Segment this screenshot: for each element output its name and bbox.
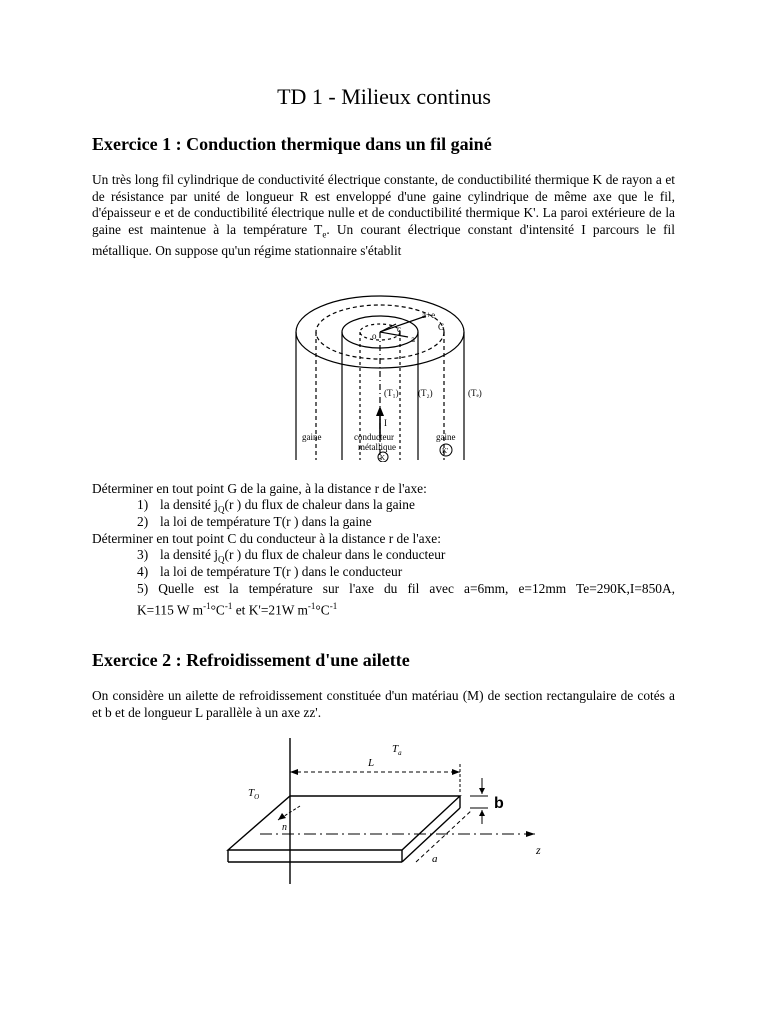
label-I: I — [384, 418, 387, 428]
q5-sup-4: -1 — [329, 601, 338, 611]
label-gaine-left: gaine — [302, 432, 322, 442]
question-1-text-b: (r ) du flux de chaleur dans la gaine — [224, 497, 415, 512]
intro-point-C: Déterminer en tout point C du conducteur à la distance r de l'axe: — [92, 531, 441, 546]
label-a: a — [411, 334, 415, 344]
label-a: a — [432, 853, 438, 865]
question-4: la loi de température T(r ) dans le conducteur — [160, 564, 403, 579]
wire-sheath-figure — [288, 290, 488, 462]
exercise-1-heading: Exercice 1 : Conduction thermique dans un fil gainé — [92, 134, 492, 154]
question-5-line-2 — [137, 598, 337, 619]
q5-sup-3: -1 — [307, 601, 316, 611]
q5-text-d: °C — [315, 602, 330, 618]
question-2-number: 2) — [137, 514, 149, 529]
page-title: TD 1 - Milieux continus — [277, 84, 491, 109]
question-2: la loi de température T(r ) dans la gaine — [160, 514, 372, 529]
question-5-line-1: 5) Quelle est la température sur l'axe du fil avec a=6mm, e=12mm Te=290K,I=850A, — [137, 581, 675, 596]
label-z: z — [536, 843, 541, 857]
label-G: G — [438, 322, 445, 332]
question-3-text-b: (r ) du flux de chaleur dans le conducteur — [224, 547, 446, 562]
label-L: L — [368, 757, 375, 769]
label-b: b — [494, 795, 504, 812]
label-Ta — [392, 743, 402, 757]
label-gaine-right: gaine — [436, 432, 456, 442]
label-c: c — [397, 324, 401, 334]
question-4-number: 4) — [137, 564, 149, 579]
label-T1: (T₁) — [384, 388, 399, 398]
label-n: n — [282, 822, 287, 833]
label-K-prime: K' — [442, 447, 449, 455]
question-3-text-a: la densité j — [160, 547, 219, 562]
fin-figure — [220, 734, 560, 884]
label-a-plus-e: a+e — [422, 310, 436, 320]
q5-text-c: et K'=21W m — [232, 602, 308, 618]
exercise-2-intro: On considère un ailette de refroidissement constituée d'un matériau (M) de section rectangulaire de cotés a et b et de longueur L parallèle à un axe zz'. — [92, 688, 675, 720]
label-Ta-main: T — [392, 743, 399, 755]
label-o: o — [372, 331, 377, 341]
question-1-text-a: la densité j — [160, 497, 219, 512]
label-T0-main: T — [248, 787, 255, 799]
q5-text-a: K=115 W m — [137, 602, 204, 618]
label-conducteur: conducteur — [354, 432, 394, 442]
q5-text-b: °C — [210, 602, 225, 618]
exercise-1-intro-text-a: Un très long fil cylindrique de conductivité électrique constante, de conductibilité thermique K de rayon a et de résistance par unité de longueur R est enveloppé d'une gaine cylindrique de même axe que le fil, d'épaisseur e et de conductibilité électrique nulle et de conductibilité thermique K'. La paroi extérieure de la gaine est maintenue à la température T — [92, 172, 675, 237]
question-3-number: 3) — [137, 547, 149, 562]
label-T2: (T₂) — [418, 388, 433, 398]
label-T0 — [248, 787, 259, 801]
question-3-subscript: Q — [218, 554, 225, 565]
intro-point-G: Déterminer en tout point G de la gaine, à la distance r de l'axe: — [92, 481, 427, 496]
label-K: K — [380, 454, 386, 462]
exercise-1-intro — [92, 172, 675, 260]
exercise-2-heading: Exercice 2 : Refroidissement d'une ailette — [92, 650, 410, 670]
question-1-subscript: Q — [218, 504, 225, 515]
exercise-1-intro-subscript: e — [322, 229, 327, 240]
exercise-1-intro-text-b: . Un courant électrique constant d'intensité I parcours le fil métallique. On suppose qu'un régime stationnaire s'établit — [92, 221, 675, 259]
q5-sup-1: -1 — [203, 601, 211, 611]
label-metallique: métallique — [358, 442, 396, 452]
label-T0-sub: O — [254, 793, 260, 801]
label-Te: (Tₑ) — [468, 388, 482, 398]
label-Ta-sub: a — [398, 749, 402, 757]
q5-sup-2: -1 — [224, 601, 233, 611]
question-1-number: 1) — [137, 497, 149, 512]
